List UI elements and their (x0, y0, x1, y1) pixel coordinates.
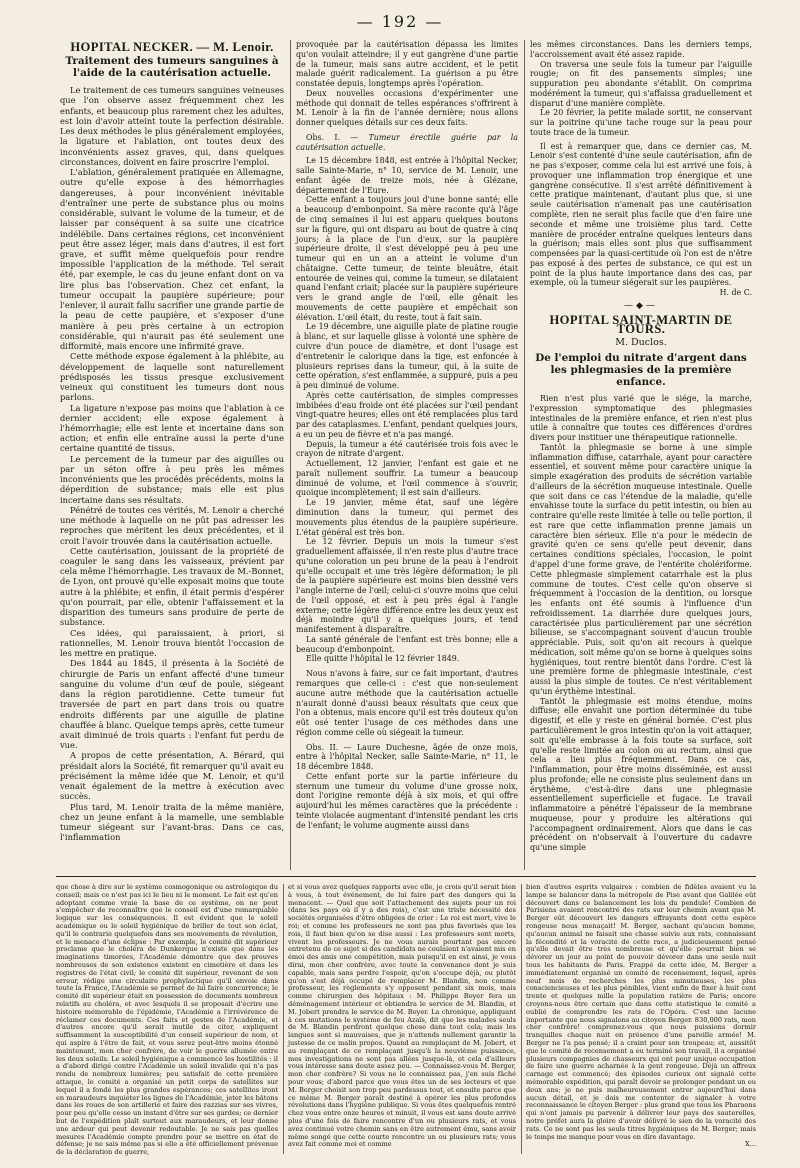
page-number: — 192 — (356, 12, 444, 31)
article-subtitle: Traitement des tumeurs sanguines à l'aide de la cautérisation actuelle. (65, 55, 279, 80)
article-author: M. Duclos. (615, 337, 667, 349)
feuilleton-text: bien d'autres esprits vulgaires : combien de fidèles avaient vu la lampe se balancer dans la métropole de Pise avant que Galilée eût découvert dans ce balancement les lois du pendule! Combien de Parisiens avaient rencontré des rats sur leur chemin avant que M. Berger eût découvert les dangers effrayants dont cette espèce rongeuse nous menaçait! M. Berger, sachant qu'aucun homme, qu'aucun animal ne faisait une chasse suivie aux rats, connaissant la fécondité et la voracité de cette race, a judicieusement pensé qu'elle devait être très nombreuse et qu'elle pourrait bien se dévorer un jour au point de pouvoir dévorer dans une seule nuit tous les habitants de Paris. Frappé de cette idée, M. Berger a immédiatement organisé un comité de recensement, lequel, après neuf mois de recherches les plus minutieuses, les plus consciencieuses et les plus pénibles, vient enfin de fixer à huit cent trente et quelques mille la population ratière de Paris; encore croyons-nous être certain que dans cette statistique le comité a oublié de comprendre les rats de l'Opéra. C'est une lacune importante que nous signalons au citoyen Berger. 830,000 rats, mon cher confrère! comprenez-vous que nous puissions dormir tranquilles chaque nuit en présence d'une pareille armée! M. Berger ne l'a pas pensé; il a craint pour son troupeau; et, aussitôt que le comité de recensement a eu terminé son travail, il a organisé plusieurs compagnies de chasseurs qui ont pour unique occupation de faire une guerre acharnée à la gent rongeuse. Déjà un affreux carnage est commencé; des épisodes curieux ont signalé cette mémorable expédition, qui paraît devoir se prolonger pendant un ou deux ans; je ne puis malheureusement entrer aujourd'hui dans aucun détail, et je dois me contenter de signaler à votre reconnaissance le citoyen Berger : plus grand que tous les Pharaons qui n'ont jamais pu parvenir à délivrer leur pays des sauterelles, notre préfet aura la gloire d'avoir délivré le sien de la voracité des rats. Ce ne sont pas les seuls titres hygiéniques de M. Berger; mais le temps me manque pour vous en dire davantage. (526, 883, 756, 1141)
observation-heading (296, 133, 518, 153)
paragraph: Plus tard, M. Lenoir traita de la même manière, chez un jeune enfant à la mamelle, une semblable tumeur siégeant sur l'avant-bras. Dans ce cas, l'inflammation (60, 801, 284, 843)
footnote-rule (56, 876, 756, 877)
paragraph: A propos de cette présentation, A. Bérard, qui présidait alors la Société, fit remarquer qu'il avait eu précisément la même idée que M. Lenoir, et qu'il venait également de la mettre à exécution avec succès. (60, 750, 284, 802)
observation-title: Tumeur érectile guérie par la cautérisation actuelle. (296, 132, 518, 152)
feuilleton-column-2: et si vous avez quelques rapports avec elle, je crois qu'il serait bien à vous, à tout événement, de lui faire part des dangers qui la menacent. — Quel que soit l'attachement des sujets pour un roi (dans les pays où il y a des rois), c'est une triste nécessité des sociétés organisées d'être obligées de crier : Le roi est mort, vive le roi; et comme les professeurs ne sont pas plus favorisés que les rois, il faut bien qu'on se dise aussi : Les professeurs sont morts, vivent les professeurs. Je ne vous aurais pourtant pas encore entretenu de ce sujet si des candidats ne coulaient n'avaient mis en émoi des amis une compétition, mais puisqu'il en est ainsi, je vous dirai, mon cher confrère, avec toute la convenance dont je suis capable, mais sans perdre l'espoir, qu'on s'occupe déjà, ou plutôt qu'on s'est déjà occupé de remplacer M. Blandin, non comme professeur, les règlements s'y opposent pendant six mois, mais comme chirurgien des hôpitaux : M. Philippe Boyer fera un déménagement intérieur et obtiendra le service de M. Blandin, et M. Jobert prendra le service de M. Boyer. La chronique, appliquant à ces mutations le système de feu Azaïs, dit que les malades seuls de M. Blandin perdront quelque chose dans tout cela; mais les langues sont si mauvaises, que je n'attends nullement garantir la justesse de ce malin propos. Quand au remplaçant de M. Jobert, et au remplaçant de ce remplaçant jusqu'à la neuvième puissance, mes investigations ne sont pas allées jusque-là, et cela d'ailleurs vous intéresse sans doute assez peu. — Connaissez-vous M. Berger, mon cher confrère? Si vous ne le connaissez pas, j'en suis fâché pour vous; d'abord parce que vous êtes un de ses lecteurs et que M. Berger choisit son trop peu pardessus tout, et ensuite parce que ce même M. Berger paraît destiné à opérer les plus profondes révolutions dans l'hygiène publique. Si vous êtes quelquefois rentré chez vous entre onze heures et minuit, il vous est sans doute arrivé plus d'une fois de faire rencontre d'un ou plusieurs rats, et vous avez continué votre chemin sans en être autrement ému, sans avoir même songé que cette courte rencontre un ou plusieurs rats; vous avez fait comme moi et comme (288, 883, 516, 1149)
paragraph: Actuellement, 12 janvier, l'enfant est gaie et ne paraît nullement souffrir. La tumeur a beaucoup diminué de volume, et l'œil commence à s'ouvrir, quoique incomplètement; il est sain d'ailleurs. (296, 459, 518, 498)
paragraph: Le 15 décembre 1848, est entrée à l'hôpital Necker, salle Sainte-Marie, n° 10, service de M. Lenoir, une enfant âgée de treize mois, née à Glézane, département de l'Eure. (296, 156, 518, 195)
paragraph: La ligature n'expose pas moins que l'ablation à ce dernier accident; elle expose également à l'hémorrhagie; elle est lente et incertaine dans son action; et enfin elle entraîne aussi la perte d'une certaine quantité de tissus. (60, 402, 284, 454)
paragraph: Nous n'avons à faire, sur ce fait important, d'autres remarques que celle-ci : c'est que non-seulement aucune autre méthode que la cautérisation actuelle n'aurait donné d'aussi beaux résultats que ceux que l'on a obtenus, mais encore qu'il est très douteux qu'on eût osé tenter l'usage de ces méthodes dans une région comme celle où siégeait la tumeur. (296, 669, 518, 737)
paragraph: Ces idées, qui paraissaient, à priori, si rationnelles, M. Lenoir trouva bientôt l'occasion de les mettre en pratique. (60, 627, 284, 659)
paragraph: Pénétré de toutes ces vérités, M. Lenoir a cherché une méthode à laquelle on ne pût pas adresser les reproches que méritent les deux précédentes, et il croit l'avoir trouvée dans la cautérisation actuelle. (60, 504, 284, 546)
paragraph: Après cette cautérisation, de simples compresses imbibées d'eau froide ont été placées sur l'œil pendant vingt-quatre heures; elles ont été remplacées plus tard par des cataplasmes. L'enfant, pendant quelques jours, a eu un peu de fièvre et n'a pas mangé. (296, 390, 518, 439)
column-1 (60, 40, 284, 843)
paragraph: Le 19 janvier, même état, sauf une légère diminution dans la tumeur, qui permet des mouvements plus étendus de la paupière supérieure. L'état général est très bon. (296, 498, 518, 537)
paragraph: On traversa une seule fois la tumeur par l'aiguille rougie; on fit des pansements simples; une suppuration peu abondante s'établit. On comprima modérément la tumeur, qui s'affaissa graduellement et disparut d'une manière complète. (530, 59, 752, 108)
paragraph: Le percement de la tumeur par des aiguilles ou par un séton offre à peu près les mêmes inconvénients que les procédés précédents, moins la déperdition de substance; mais elle est plus incertaine dans ses résultats. (60, 453, 284, 505)
paragraph: Cette enfant a toujours joui d'une bonne santé; elle a beaucoup d'embonpoint. Sa mère raconte qu'à l'âge de cinq semaines il lui est apparu quelques boutons sur la figure, qui ont disparu au bout de quatre à cinq jours; à la place de l'un d'eux, sur la paupière supérieure droite, il s'est développé peu à peu une tumeur qui en un an a atteint le volume d'un châtaigne. Cette tumeur, de teinte bleuâtre, était entourée de veines qui, comme la tumeur, se dilataient quand l'enfant criait; placée sur la paupière supérieure vers le grand angle de l'œil, elle gênait les mouvements de cette paupière et empêchait son élévation. L'œil était, du reste, tout à fait sain. (296, 195, 518, 322)
footnote-divider (521, 884, 522, 1154)
column-divider (524, 40, 525, 870)
paragraph: Cette enfant porte sur la partie inférieure du sternum une tumeur du volume d'une grosse noix, dont l'origine remonte déjà à six mois, et qui offre aujourd'hui les mêmes caractères que la précédente : teinte violacée augmentant d'intensité pendant les cris de l'enfant; le volume augmente aussi dans (296, 771, 518, 830)
column-divider (290, 40, 291, 870)
paragraph: Depuis, la tumeur a été cautérisée trois fois avec le crayon de nitrate d'argent. (296, 439, 518, 459)
paragraph: Cette cautérisation, jouissant de la propriété de coaguler le sang dans les vaisseaux, prévient par cela même l'hémorrhagie. Les travaux de M.-Bonnet, de Lyon, ont prouvé qu'elle exposait moins que toute autre à la phlébite; et enfin, il était permis d'espérer qu'on pourrait, par elle, obtenir l'affaissement et la disparition des tumeurs sans produire de perte de substance. (60, 545, 284, 628)
paragraph: Obs. II. — Laure Duchesne, âgée de onze mois, entre à l'hôpital Necker, salle Sainte-Marie, n° 11, le 18 décembre 1848. (296, 742, 518, 772)
footnote-divider (283, 884, 284, 1154)
article-subtitle: De l'emploi du nitrate d'argent dans les phlegmasies de la première enfance. (535, 351, 747, 388)
paragraph: Le 20 février, la petite malade sortit, ne conservant sur la poitrine qu'une tache rouge sur la peau pour toute trace de la tumeur. (530, 108, 752, 137)
column-2 (296, 40, 518, 830)
paragraph: Elle quitte l'hôpital le 12 février 1849. (306, 654, 460, 664)
feuilleton-signature: X... (745, 1140, 756, 1149)
feuilleton-column-3 (526, 884, 756, 1149)
paragraph: Le traitement de ces tumeurs sanguines veineuses que l'on observe assez fréquemment chez les enfants, et beaucoup plus rarement chez les adultes, est loin d'avoir atteint toute la perfection désirable. Les deux méthodes le plus généralement employées, la ligature et l'ablation, ont toutes deux des inconvénients assez graves, qui, dans quelques circonstances, doivent en faire proscrire l'emploi. (60, 85, 284, 167)
paragraph: Tantôt la phlegmasie est moins étendue, moins diffuse; elle envahit une portion déterminée du tube digestif, et elle y reste en général bornée. C'est plus particulièrement le gros intestin qu'on la voit attaquer, soit qu'elle embrasse à la fois toute sa surface, soit qu'elle reste limitée au colon ou au rectum, ainsi que cela a lieu plus fréquemment. Dans ce cas, l'inflammation, pour être moins disséminée, est aussi plus profonde; elle ne consiste plus seulement dans un érythème, c'est-à-dire dans une phlegmasie essentiellement superficielle et fugace. Le travail inflammatoire a pénétré l'épaisseur de la membrane muqueuse, pour y produire les altérations qui l'accompagnent ordinairement. Alors que dans le cas précédent on n'observait à l'ouverture du cadavre qu'une simple (530, 696, 752, 853)
article-title: HOPITAL NECKER. — M. Lenoir. (70, 40, 274, 54)
paragraph: La santé générale de l'enfant est très bonne; elle a beaucoup d'embonpoint. (296, 634, 518, 654)
paragraph: Rien n'est plus varié que le siége, la marche, l'expression symptomatique des phlegmasies intestinales de la première enfance, et rien n'est plus utile à connaître que toutes ces différences d'ordres divers pour instituer une thérapeutique rationnelle. (530, 393, 752, 443)
article-title: HOPITAL SAINT-MARTIN DE TOURS. (549, 312, 733, 337)
paragraph: les mêmes circonstances. Dans les derniers temps, l'accroissement avait été assez rapide. (530, 40, 752, 59)
paragraph: Il est à remarquer que, dans ce dernier cas, M. Lenoir s'est contenté d'une seule cautérisation, afin de ne pas s'exposer, comme cela lui est arrivé une fois, à provoquer une inflammation trop énergique et une gangrène consécutive. Il s'est arrêté définitivement à cette pratique maintenant, d'autant plus que, si une seule cautérisation n'amenait pas une cautérisation complète, rien ne serait plus facile que d'en faire une seconde et même une troisième plus tard. Cette manière de procéder entraîne quelques lenteurs dans la guérison; mais elles sont plus que suffisamment compensées par la quasi-certitude où l'on est de n'être pas exposé à des pertes de substance, ce qui est un point de la plus haute importance dans des cas, par exemple, où la tumeur siégerait sur les paupières. (530, 141, 752, 288)
feuilleton-column-1: que chose à dire sur le système cosmogonique ou astrologique du conseil; mais ce n'est pas ici le lieu ni le moment. Le fait est qu'en adoptant comme vraie la base de ce système, on ne peut s'empêcher de reconnaître que le conseil est d'une remarquable logique sur les conséquences. Il est évident que le soleil académique ou le soleil hygiénique de briller de tout son éclat, qu'il le contrarie quelquefois dans ses mouvements de révolution, et le menace d'une éclipse : Par exemple, le comité dit supérieur proclame que le choléra de Dunkerque n'existe que dans les imaginations timorées, l'Académie démontre que des preuves nombreuses de son existence existent en cimetière et dans les registres de l'état civil; le comité dit supérieur, revenant de son erreur, rédige une circulaire prophylactique qu'il envoie dans toute la France, l'Académie se permet de lui faire concurrence; le comité dit supérieur était en possession de documents nombreux relatifs au choléra, et avec lesquels il se proposait d'écrire une histoire mémorable de l'épidémie, l'Académie a l'irrévérence de réclamer ces documents. Ces faits et gestes de l'Académie, et d'autres encore qu'il serait inutile de citer, expliquent suffisamment la susceptibilité d'un conseil supérieur de nom, et qui aspire à l'être de fait, et vous serez peut-être moins étonné maintenant, mon cher confrère, de voir le guerre allumée entre les deux soleils. Le soleil hygiénique a commencé les hostilités : il a d'abord dirigé contre l'Académie un soleil invalide qui n'a pas rendu de nombreux lumières; peu satisfait de cette première attaque, le comité a organisé un petit corps de satellites sur lequel il a fondé les plus grandes espérances; ces satellites iront en maraudeurs inquiéter les lignes de l'Académie, jeter les bâtons dans les roues de son artillerie et faire des razzias sur ses vivres, pour peu qu'elle cesse un instant d'être sur ses gardes; ce dernier but de l'expédition plaît surtout aux maraudeurs, et leur donne une ardeur qui peut devenir redoutable. Je ne sais pas quelles mesures l'Académie compte prendre pour se mettre en état de défense; je ne sais même pas si elle a été officiellement prévenue de la déclaration de guerre, (56, 883, 278, 1157)
observation-label: Obs. I. — (306, 132, 369, 142)
paragraph: Deux nouvelles occasions d'expérimenter une méthode qui donnait de telles espérances s'offrirent à M. Lenoir à la fin de l'année dernière; nous allons donner quelques détails sur ces deux faits. (296, 88, 518, 128)
paragraph: Le 19 décembre, une aiguille plate de platine rougie à blanc, et sur laquelle glisse à volonté une sphère de cuivre d'un pouce de diamètre, et dont l'usage est d'entretenir le calorique dans la tige, est enfoncée à plusieurs reprises dans la tumeur, qui, à la suite de cette opération, s'est enflammée, a suppuré, puis a peu à peu diminué de volume. (296, 322, 518, 391)
section-separator: —◆— (624, 300, 658, 311)
column-3 (530, 40, 752, 853)
signature: H. de C. (719, 288, 752, 298)
paragraph: Des 1844 au 1845, il présenta à la Société de chirurgie de Paris un enfant affecté d'une tumeur sanguine du volume d'un œuf de poule, siégeant dans la région parotidienne. Cette tumeur fut traversée de part en part dans trois ou quatre endroits différents par une aiguille de platine chauffée à blanc. Quelque temps après, cette tumeur avait diminué de trois quarts : l'enfant fut perdu de vue. (60, 658, 284, 751)
paragraph: L'ablation, généralement pratiquée en Allemagne, outre qu'elle expose à des hémorrhagies dangereuses, à pour inconvénient inévitable d'entraîner une perte de substance plus ou moins considérable, suivant le volume de la tumeur, et de laisser par conséquent à sa suite une cicatrice indélébile. Dans certaines régions, cet inconvénient peut être assez léger, mais dans d'autres, il est fort grave, et suffit même quelquefois pour rendre impossible l'application de la méthode. Tel serait été, par exemple, le cas du jeune enfant dont on va lire plus bas l'observation. Chez cet enfant, la tumeur occupait la paupière supérieure; pour l'enlever, il aurait fallu sacrifier une grande partie de la peau de cette paupière, et s'exposer d'une manière à peu près certaine à un ectropion considérable, qui n'aurait pas été seulement une difformité, mais encore une infirmité grave. (60, 167, 284, 352)
paragraph: Le 12 février. Depuis un mois la tumeur s'est graduellement affaissée, il n'en reste plus d'autre trace qu'une coloration un peu brune de la peau à l'endroit qu'elle occupait et une très légère déformation; le pli de la paupière supérieure est moins bien dessiné vers l'angle interne de l'œil; celui-ci s'ouvre moins que celui de l'œil opposé, et est à peu près égal à l'angle externe; cette légère différence entre les deux yeux est déjà moindre qu'il y a quelques jours, et tend manifestement à disparaître. (296, 537, 518, 635)
paragraph: provoquée par la cautérisation dépassa les limites qu'on voulait atteindre; il y eut gangrène d'une partie de la tumeur, mais sans autre accident, et le petit malade guérit radicalement. La guérison a pu être constatée depuis, longtemps après l'opération. (296, 40, 518, 89)
paragraph: Tantôt la phlegmasie se borne à une simple inflammation diffuse, catarrhale, ayant pour caractère essentiel, et souvent même pour caractère unique la simple exagération des produits de sécrétion variable d'ailleurs de la sécrétion muqueuse intestinale. Quelle que soit dans ce cas l'étendue de la maladie, qu'elle envahisse toute la surface du petit intestin, ou bien au contraire qu'elle reste limitée à telle ou telle portion, il est rare que cette inflammation prenne jamais un caractère bien sérieux. Elle n'a pour le médecin de gravité qu'en ce sens qu'elle peut devenir, dans certaines conditions spéciales, l'occasion, le point d'appel d'une forme grave, de l'entérite cholériforme. Cette phlegmasie simplement catarrhale est la plus commune de toutes. C'est celle qu'on observe si fréquemment à l'occasion de la dentition, ou lorsque les enfants ont été soumis à l'influence d'un refroidissement. La diarrhée dure quelques jours, caractérisée plus particulièrement par une sécrétion bilieuse, se s'accompagnant souvent d'aucun trouble appréciable. Puis, soit qu'on ait recours à quelque médication, soit même qu'on se borne à quelques soins hygiéniques, tout rentre bientôt dans l'ordre. C'est là une première forme de phlegmasie intestinale, c'est aussi la plus simple de toutes. Ce n'est véritablement qu'un érythème intestinal. (530, 442, 752, 696)
paragraph: Cette méthode expose également à la phlébite, au développement de laquelle sont naturellement prédisposés les tissus presque exclusivement veineux qui constituent les tumeurs dont nous parlons. (60, 351, 284, 403)
